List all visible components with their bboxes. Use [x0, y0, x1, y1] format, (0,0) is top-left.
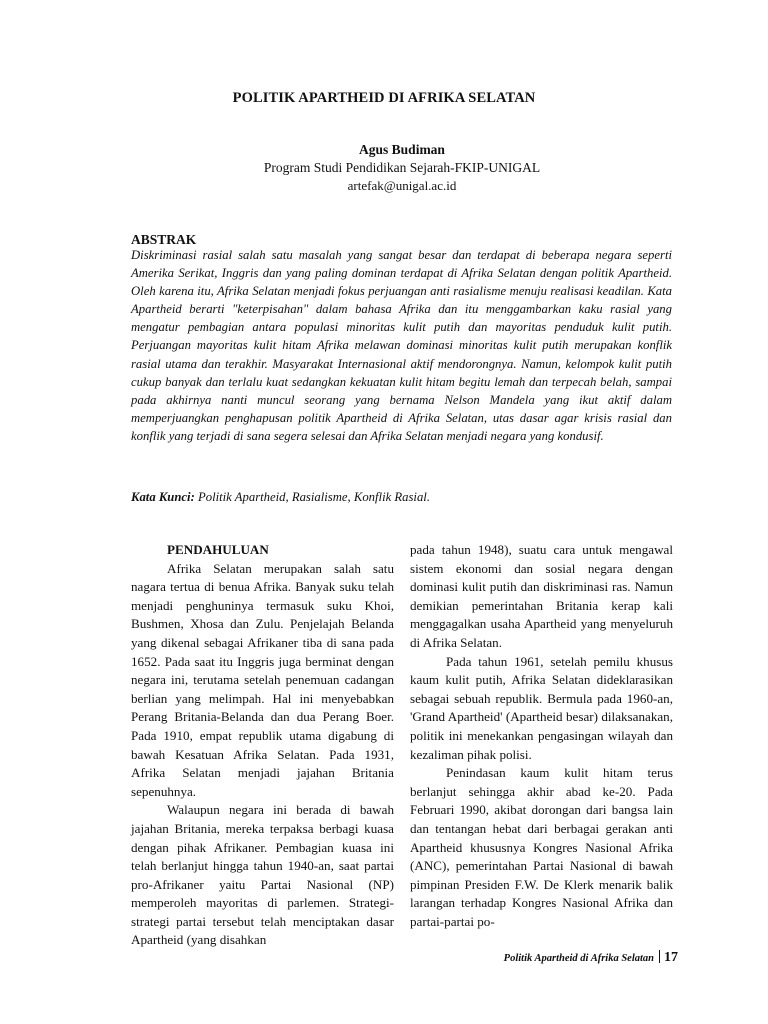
keywords-label: Kata Kunci:: [131, 490, 195, 504]
keywords-text: Politik Apartheid, Rasialisme, Konflik Rasial.: [194, 490, 430, 504]
author-affiliation: Program Studi Pendidikan Sejarah-FKIP-UNIGAL: [263, 160, 541, 175]
abstract-text: Diskriminasi rasial salah satu masalah yang sangat besar dan terdapat di beberapa negara seperti Amerika Serikat, Inggris dan yang paling dominan terdapat di Afrika Selatan dengan politik Apartheid. Oleh karena itu, Afrika Selatan menjadi fokus perjuangan anti rasialisme menuju realisasi keadilan. Kata Apartheid berarti "keterpisahan" dalam bahasa Afrika dan itu menggambarkan kaku rasial yang mengatur pembagian antara populasi minoritas kulit putih dan mayoritas penduduk kulit putih. Perjuangan mayoritas kulit hitam Afrika melawan dominasi minoritas kulit putih merupakan konflik rasial utama dan terakhir. Masyarakat Internasional aktif mendorongnya. Namun, kelompok kulit putih cukup banyak dan terlalu kuat sedangkan kekuatan kulit hitam begitu lemah dan terpecah belah, sampai pada akhirnya nanti muncul seorang yang bernama Nelson Mandela yang ikut aktif dalam memperjuangkan penghapusan politik Apartheid di Afrika Selatan, utas dasar agar krisis rasial dan konflik yang terjadi di sana segera selesai dan Afrika Selatan menjadi negara yang kondusif.: [131, 248, 672, 443]
keywords: [131, 490, 672, 505]
paper-title: POLITIK APARTHEID DI AFRIKA SELATAN: [232, 90, 536, 106]
footer-divider: [659, 950, 660, 963]
body-paragraph: Afrika Selatan merupakan salah satu nagara tertua di benua Afrika. Banyak suku telah menjadi penghuninya termasuk suku Khoi, Bushmen, Xhosa dan Zulu. Penjelajah Belanda yang dikenal sebagai Afrikaner tiba di sana pada 1652. Pada saat itu Inggris juga berminat dengan negara ini, terutama setelah penemuan cadangan berlian yang melimpah. Hal ini menyebabkan Perang Britania-Belanda dan dua Perang Boer. Pada 1910, empat republik utama digabung di bawah Kesatuan Afrika Selatan. Pada 1931, Afrika Selatan menjadi jajahan Britania sepenuhnya.: [131, 560, 394, 799]
section-heading: PENDAHULUAN: [167, 542, 269, 557]
author-name: Agus Budiman: [359, 142, 445, 157]
abstract-heading: ABSTRAK: [131, 232, 197, 247]
body-paragraph: Penindasan kaum kulit hitam terus berlanjut sehingga akhir abad ke-20. Pada Februari 1990, akibat dorongan dari bangsa lain dan tentangan hebat dari berbagai gerakan anti Apartheid khususnya Kongres Nasional Afrika (ANC), pemerintahan Partai Nasional di bawah pimpinan Presiden F.W. De Klerk menarik balik larangan terhadap Kongres Nasional Afrika dan partai-partai po-: [410, 765, 673, 929]
body-paragraph: Walaupun negara ini berada di bawah jajahan Britania, mereka terpaksa berbagi kuasa dengan pihak Afrikaner. Pembagian kuasa ini telah berlanjut hingga tahun 1940-an, saat partai pro-Afrikaner yaitu Partai Nasional (NP) memperoleh mayoritas di parlemen. Strategi-strategi partai tersebut telah menciptakan dasar Apartheid (yang disahkan: [131, 802, 394, 948]
left-column: [131, 541, 394, 950]
running-title: Politik Apartheid di Afrika Selatan: [503, 953, 654, 964]
page-footer: [420, 950, 678, 966]
right-column: [410, 541, 673, 931]
author-email: artefak@unigal.ac.id: [347, 178, 457, 193]
body-paragraph: Pada tahun 1961, setelah pemilu khusus kaum kulit putih, Afrika Selatan dideklarasikan sebagai sebuah republik. Bermula pada 1960-an, 'Grand Apartheid' (Apartheid besar) dilaksanakan, politik ini menekankan pengasingan wilayah dan kezaliman pihak polisi.: [410, 653, 673, 762]
page-number: 17: [664, 950, 678, 965]
body-paragraph: pada tahun 1948), suatu cara untuk mengawal sistem ekonomi dan sosial negara dengan dominasi kulit putih dan diskriminasi ras. Namun demikian pemerintahan Britania kerap kali menggagalkan usaha Apartheid yang menyeluruh di Afrika Selatan.: [410, 542, 673, 650]
